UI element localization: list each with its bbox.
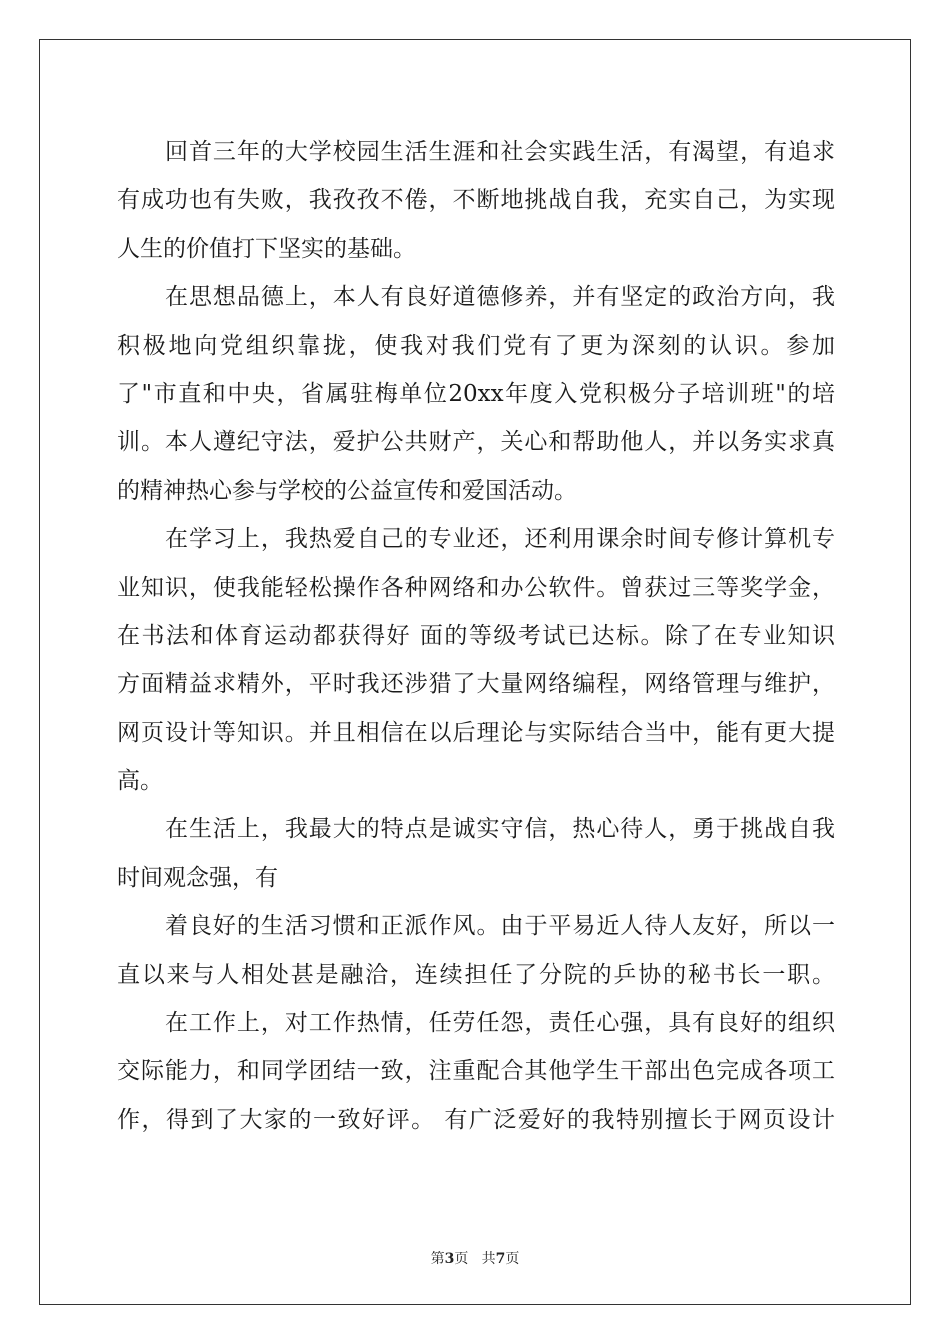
- text-line: 着良好的生活习惯和正派作风。由于平易近人待人友好，所以一: [165, 913, 835, 940]
- text-line: 高。: [117, 768, 163, 795]
- text-line: 的精神热心参与学校的公益宣传和爱国活动。: [117, 477, 577, 504]
- text-line: 交际能力，和同学团结一致，注重配合其他学生干部出色完成各项工: [117, 1058, 835, 1085]
- total-label-suffix: 页: [505, 1251, 520, 1267]
- text-line: 在学习上，我热爱自己的专业还，还利用课余时间专修计算机专: [165, 526, 835, 553]
- text-line: 积极地向党组织靠拢，使我对我们党有了更为深刻的认识。参加: [117, 332, 835, 359]
- text-line: 方面精益求精外，平时我还涉猎了大量网络编程，网络管理与维护，: [117, 671, 835, 698]
- total-page-count: 7: [495, 1251, 506, 1267]
- document-body: [117, 128, 835, 1144]
- page-label-suffix: 页: [454, 1251, 469, 1267]
- text-line: 了"市直和中央，省属驻梅单位20xx年度入党积极分子培训班"的培: [117, 380, 835, 407]
- text-line: 训。本人遵纪守法，爱护公共财产，关心和帮助他人，并以务实求真: [117, 429, 835, 456]
- text-line: 有成功也有失败，我孜孜不倦，不断地挑战自我，充实自己，为实现: [117, 187, 835, 214]
- text-line: 作，得到了大家的一致好评。 有广泛爱好的我特别擅长于网页设计: [117, 1106, 835, 1133]
- page-number-footer: [0, 1248, 950, 1268]
- text-line: 网页设计等知识。并且相信在以后理论与实际结合当中，能有更大提: [117, 719, 835, 746]
- text-line: 人生的价值打下坚实的基础。: [117, 235, 416, 262]
- text-line: 直以来与人相处甚是融洽，连续担任了分院的乒协的秘书长一职。: [117, 961, 835, 988]
- current-page-number: 3: [444, 1251, 455, 1267]
- text-line: 在思想品德上，本人有良好道德修养，并有坚定的政治方向，我: [165, 284, 835, 311]
- text-line: 业知识，使我能轻松操作各种网络和办公软件。曾获过三等奖学金，: [117, 574, 835, 601]
- text-line: 时间观念强，有: [117, 864, 278, 891]
- text-line: 在书法和体育运动都获得好 面的等级考试已达标。除了在专业知识: [117, 622, 835, 649]
- text-line: 回首三年的大学校园生活生涯和社会实践生活，有渴望，有追求: [165, 139, 835, 165]
- total-label-prefix: 共: [481, 1251, 496, 1267]
- text-line: 在工作上，对工作热情，任劳任怨，责任心强，具有良好的组织: [165, 1010, 835, 1037]
- page-label-prefix: 第: [430, 1251, 445, 1267]
- text-line: 在生活上，我最大的特点是诚实守信，热心待人，勇于挑战自我: [165, 816, 835, 843]
